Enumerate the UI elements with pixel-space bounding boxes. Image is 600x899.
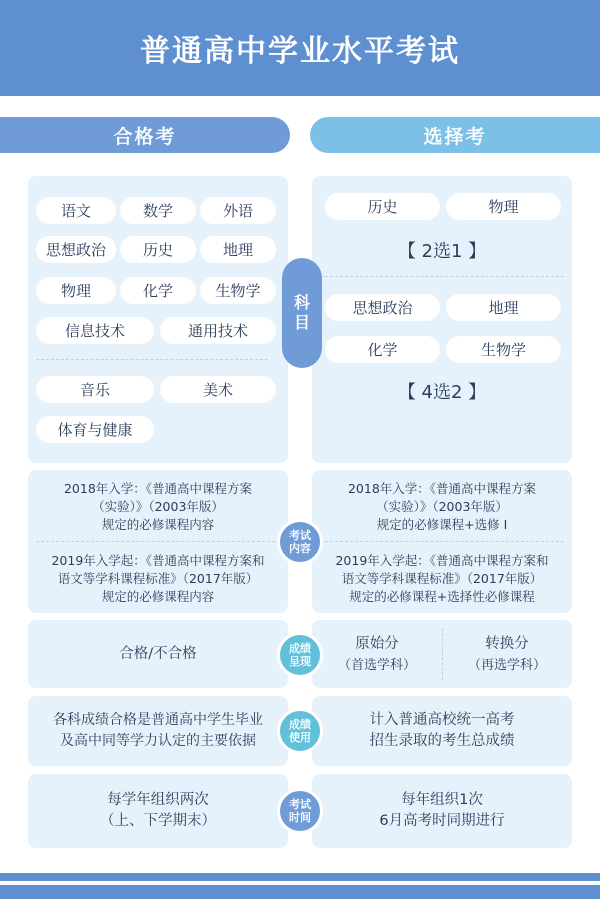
section-divider: [36, 359, 268, 360]
exam-time-text: 每年组织1次 6月高考时同期进行: [379, 792, 505, 829]
subject-pill: 物理: [36, 277, 116, 304]
score-use-label: 成绩 使用: [277, 708, 323, 754]
score-use-text: 各科成绩合格是普通高中学生毕业 及高中同等学力认定的主要依据: [53, 712, 263, 749]
exam-time-text: 每学年组织两次 （上、下学期末）: [100, 792, 216, 829]
subject-pill: 思想政治: [36, 236, 116, 263]
exam-content-2019: 2019年入学起：《普通高中课程方案和 语文等学科课程标准》（2017年版） 规定的必修课程内容: [51, 553, 265, 604]
exam-content-panel-right: [312, 470, 572, 613]
score-display-label: 成绩 呈现: [277, 632, 323, 678]
exam-content-label: 考试 内容: [277, 519, 323, 565]
choose-4-2-rule: 【 4选2 】: [397, 382, 487, 403]
subject-pill: 化学: [325, 336, 440, 363]
subjects-panel-left: [28, 176, 288, 463]
exam-time-panel-left: [28, 774, 288, 848]
subject-pill: 物理: [446, 193, 561, 220]
subject-pill: 体育与健康: [36, 416, 154, 443]
subject-pill: 信息技术: [36, 317, 154, 344]
converted-score: 转换分 （再选学科）: [467, 636, 546, 673]
subjects-label: 科 目: [282, 258, 322, 368]
subject-pill: 通用技术: [160, 317, 276, 344]
raw-score: 原始分 （首选学科）: [337, 636, 416, 673]
subject-pill: 历史: [325, 193, 440, 220]
section-divider: [320, 276, 564, 277]
subject-pill: 地理: [446, 294, 561, 321]
subject-pill: 思想政治: [325, 294, 440, 321]
subject-pill: 外语: [200, 197, 276, 224]
exam-content-2018: 2018年入学：《普通高中课程方案 （实验）》（2003年版） 规定的必修课程+选修 I: [347, 481, 537, 532]
subject-pill: 音乐: [36, 376, 154, 403]
subjects-panel-right: [312, 176, 572, 463]
subject-pill: 数学: [120, 197, 196, 224]
subject-pill: 生物学: [446, 336, 561, 363]
score-use-panel-left: [28, 696, 288, 766]
subject-pill: 地理: [200, 236, 276, 263]
pass-fail-text: 合格/不合格: [119, 646, 197, 662]
footer-bar: [0, 873, 600, 881]
subject-pill: 语文: [36, 197, 116, 224]
score-use-panel-right: [312, 696, 572, 766]
subject-pill: 历史: [120, 236, 196, 263]
score-use-text: 计入普通高校统一高考 招生录取的考生总成绩: [369, 712, 515, 749]
footer-bar: [0, 885, 600, 899]
subject-pill: 美术: [160, 376, 276, 403]
exam-time-panel-right: [312, 774, 572, 848]
exam-content-panel-left: [28, 470, 288, 613]
column-header-selective-exam: 选择考: [310, 117, 600, 153]
exam-content-2018: 2018年入学：《普通高中课程方案 （实验）》（2003年版） 规定的必修课程内容: [63, 481, 253, 532]
exam-content-2019: 2019年入学起：《普通高中课程方案和 语文等学科课程标准》（2017年版） 规定的必修课程+选择性必修课程: [335, 553, 549, 604]
subject-pill: 化学: [120, 277, 196, 304]
page-title: 普通高中学业水平考试: [0, 0, 600, 96]
section-divider: [36, 541, 280, 542]
score-display-panel-right: [312, 620, 572, 688]
score-display-panel-left: [28, 620, 288, 688]
exam-time-label: 考试 时间: [277, 788, 323, 834]
column-header-pass-exam: 合格考: [0, 117, 290, 153]
choose-2-1-rule: 【 2选1 】: [397, 241, 487, 262]
subject-pill: 生物学: [200, 277, 276, 304]
section-divider: [320, 541, 564, 542]
